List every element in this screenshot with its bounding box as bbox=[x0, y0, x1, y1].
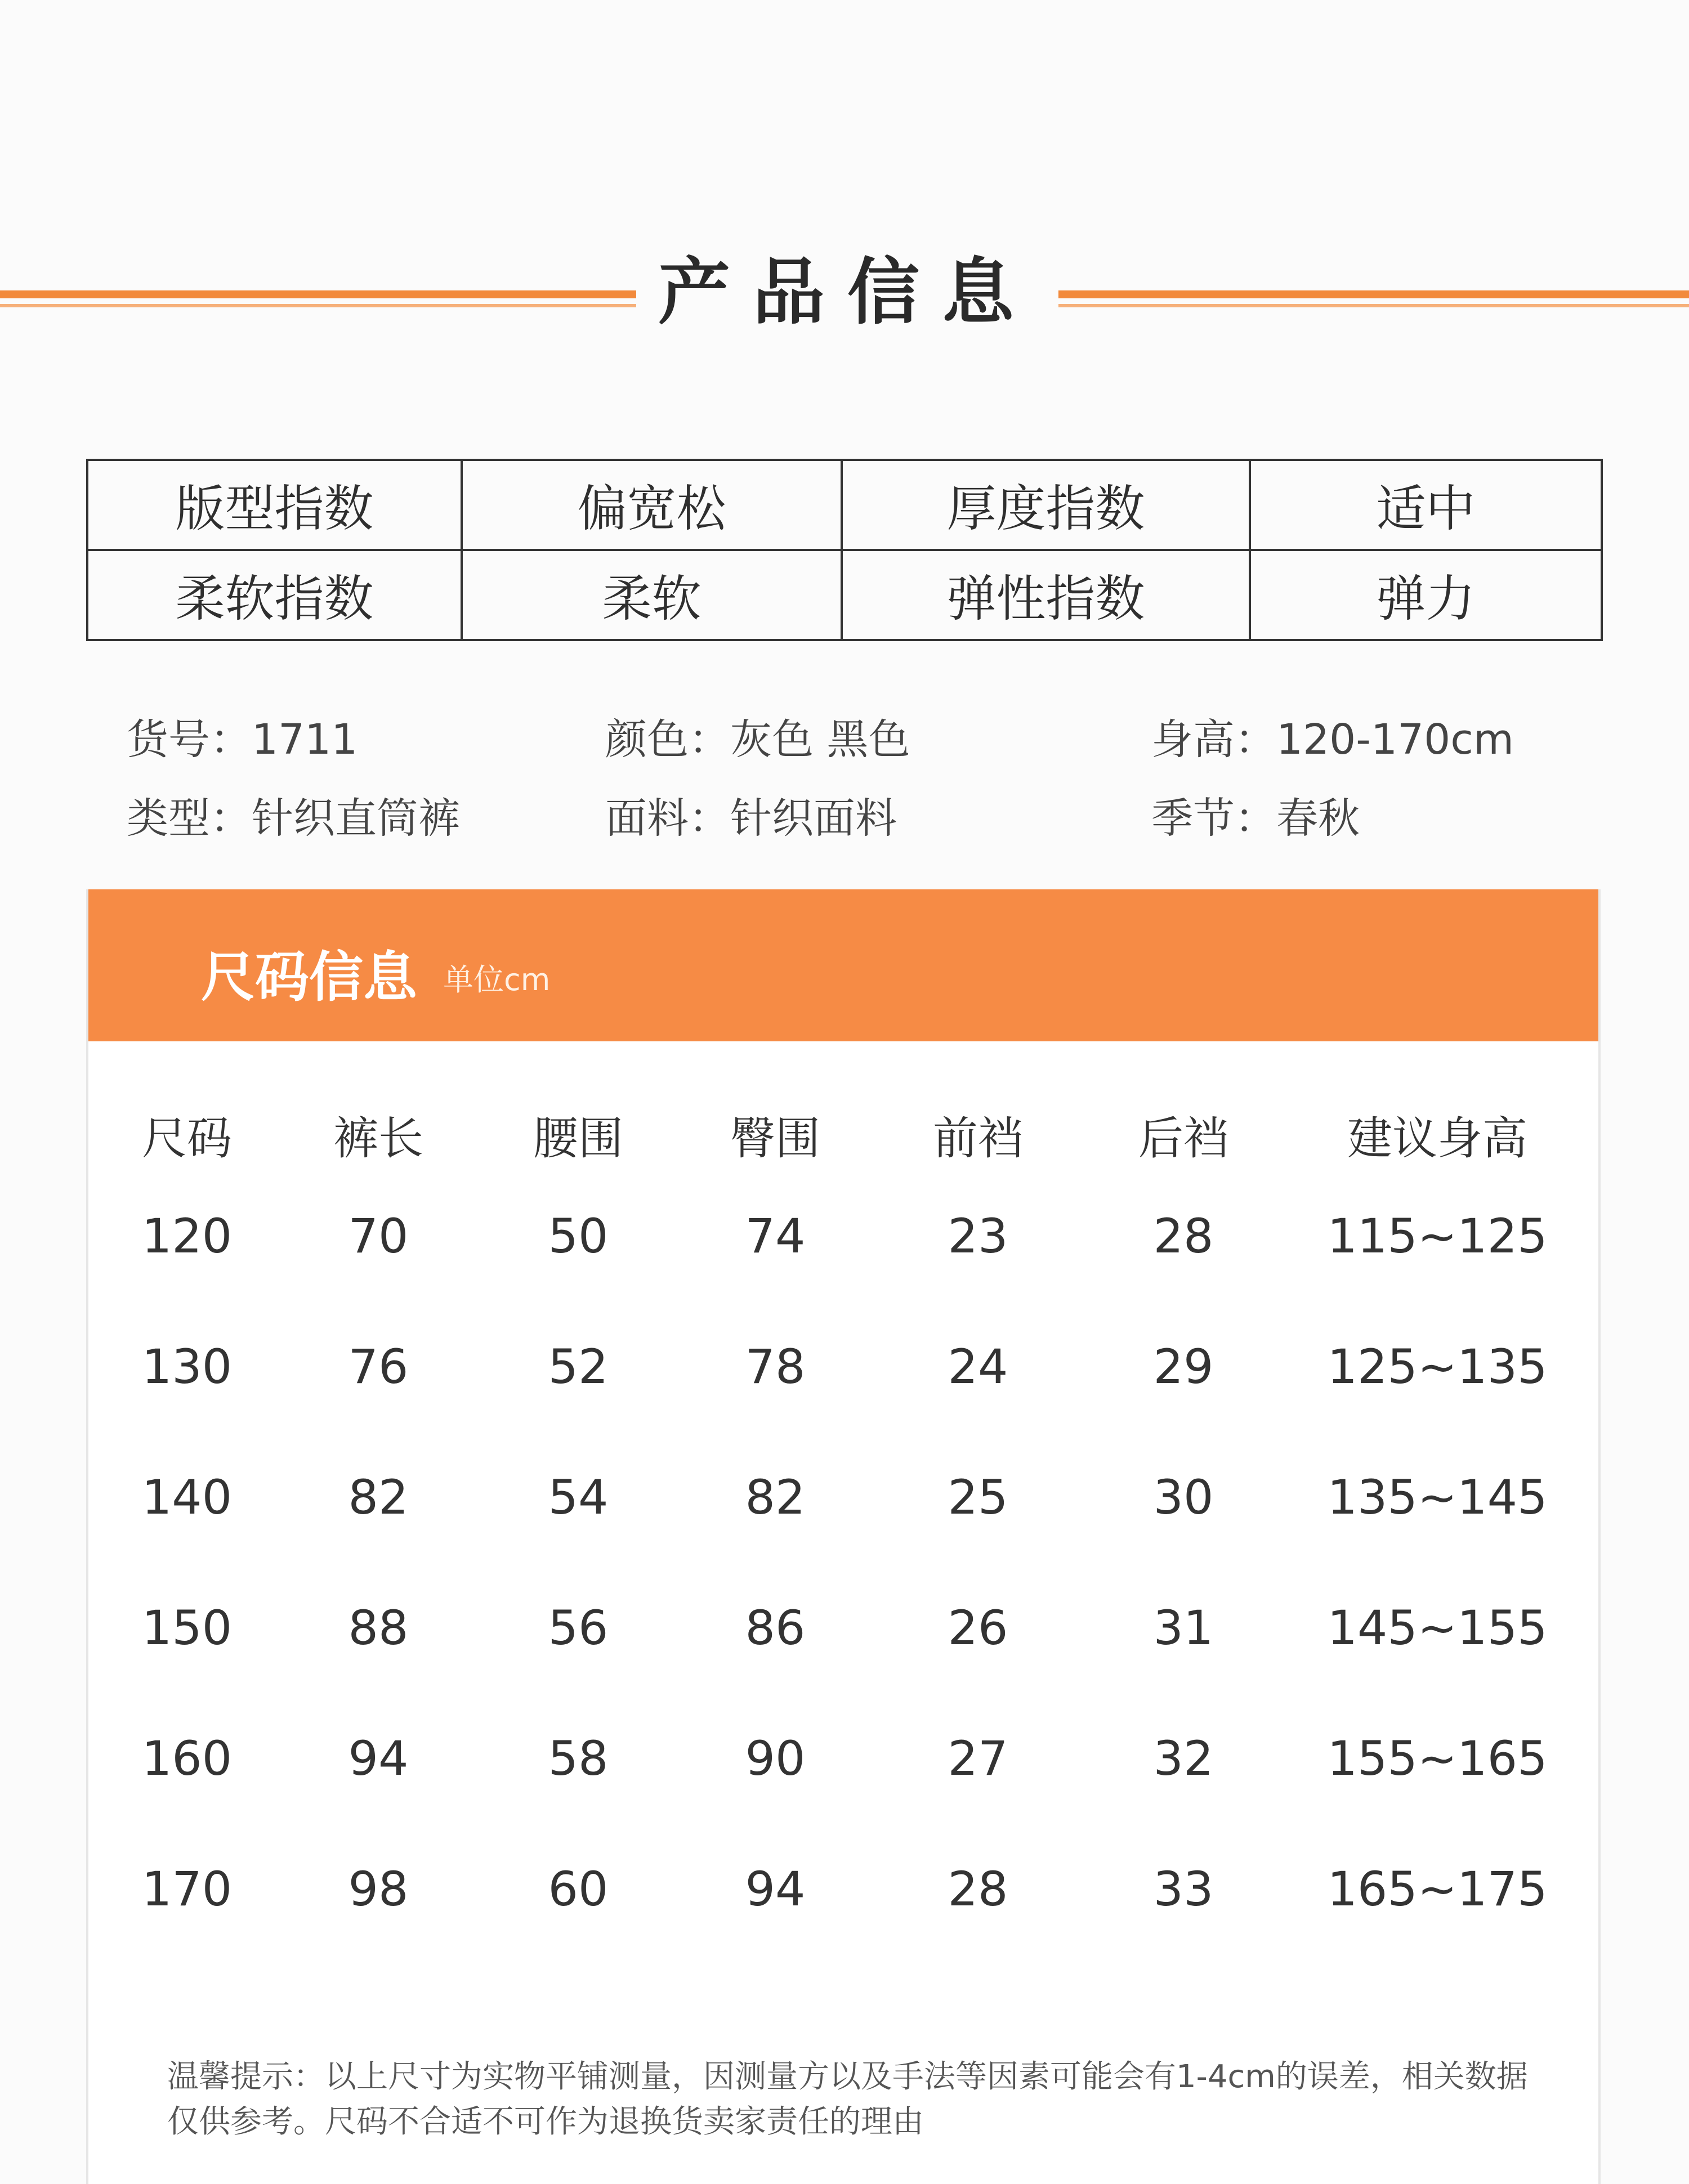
attribute-value: 偏宽松 bbox=[462, 460, 842, 550]
table-cell: 170 bbox=[141, 1861, 233, 1917]
table-cell: 88 bbox=[348, 1600, 409, 1655]
table-cell: 94 bbox=[348, 1731, 409, 1786]
table-cell: 58 bbox=[548, 1731, 609, 1786]
attribute-row bbox=[87, 460, 1602, 550]
table-cell: 94 bbox=[745, 1861, 806, 1917]
size-info-card bbox=[86, 889, 1601, 2184]
info-fabric: 面料：针织面料 bbox=[605, 794, 897, 843]
table-cell: 29 bbox=[1153, 1339, 1214, 1394]
attribute-value: 弹力 bbox=[1250, 550, 1602, 640]
title-divider-right-shadow bbox=[1058, 304, 1689, 307]
table-cell: 120 bbox=[141, 1209, 233, 1264]
column-header: 建议身高 bbox=[1347, 1112, 1527, 1165]
size-table-header-row bbox=[88, 1098, 1598, 1171]
column-header: 尺码 bbox=[142, 1112, 232, 1165]
table-cell: 82 bbox=[745, 1470, 806, 1525]
attribute-label: 版型指数 bbox=[87, 460, 462, 550]
title-divider-right bbox=[1058, 290, 1689, 298]
attribute-label: 弹性指数 bbox=[842, 550, 1250, 640]
info-type: 类型：针织直筒裤 bbox=[127, 794, 460, 843]
table-row bbox=[88, 1432, 1598, 1563]
table-cell: 70 bbox=[348, 1209, 409, 1264]
column-header: 裤长 bbox=[333, 1112, 423, 1165]
attribute-label: 柔软指数 bbox=[87, 550, 462, 640]
column-header: 腰围 bbox=[533, 1112, 623, 1165]
table-cell: 56 bbox=[548, 1600, 609, 1655]
table-cell: 32 bbox=[1153, 1731, 1214, 1786]
table-cell: 74 bbox=[745, 1209, 806, 1264]
attribute-table bbox=[86, 459, 1603, 641]
size-info-header bbox=[88, 889, 1598, 1041]
table-cell: 82 bbox=[348, 1470, 409, 1525]
table-cell: 155~165 bbox=[1327, 1731, 1548, 1786]
table-cell: 26 bbox=[948, 1600, 1008, 1655]
table-cell: 52 bbox=[548, 1339, 609, 1394]
title-divider-left-shadow bbox=[0, 304, 636, 307]
table-cell: 76 bbox=[348, 1339, 409, 1394]
info-item-no: 货号：1711 bbox=[127, 715, 358, 764]
table-cell: 54 bbox=[548, 1470, 609, 1525]
size-info-title: 尺码信息 bbox=[201, 946, 417, 1009]
table-cell: 33 bbox=[1153, 1861, 1214, 1917]
table-row bbox=[88, 1563, 1598, 1693]
table-cell: 28 bbox=[1153, 1209, 1214, 1264]
table-cell: 165~175 bbox=[1327, 1861, 1548, 1917]
table-cell: 25 bbox=[948, 1470, 1008, 1525]
info-season: 季节：春秋 bbox=[1151, 794, 1360, 843]
table-cell: 160 bbox=[141, 1731, 233, 1786]
table-cell: 150 bbox=[141, 1600, 233, 1655]
attribute-label: 厚度指数 bbox=[842, 460, 1250, 550]
table-cell: 24 bbox=[948, 1339, 1008, 1394]
table-cell: 86 bbox=[745, 1600, 806, 1655]
info-height: 身高：120-170cm bbox=[1151, 715, 1514, 764]
table-row bbox=[88, 1301, 1598, 1432]
table-row bbox=[88, 1171, 1598, 1301]
table-cell: 27 bbox=[948, 1731, 1008, 1786]
title-divider-left bbox=[0, 290, 636, 298]
column-header: 前裆 bbox=[933, 1112, 1023, 1165]
table-cell: 98 bbox=[348, 1861, 409, 1917]
table-cell: 23 bbox=[948, 1209, 1008, 1264]
table-cell: 30 bbox=[1153, 1470, 1214, 1525]
table-cell: 145~155 bbox=[1327, 1600, 1548, 1655]
table-cell: 31 bbox=[1153, 1600, 1214, 1655]
table-cell: 60 bbox=[548, 1861, 609, 1917]
table-cell: 140 bbox=[141, 1470, 233, 1525]
info-color: 颜色：灰色 黑色 bbox=[605, 715, 910, 764]
size-info-unit: 单位cm bbox=[443, 962, 551, 997]
attribute-value: 柔软 bbox=[462, 550, 842, 640]
table-cell: 130 bbox=[141, 1339, 233, 1394]
size-table bbox=[88, 1098, 1598, 1954]
section-title: 产品信息 bbox=[658, 250, 1036, 334]
table-cell: 50 bbox=[548, 1209, 609, 1264]
table-cell: 90 bbox=[745, 1731, 806, 1786]
attribute-value: 适中 bbox=[1250, 460, 1602, 550]
table-cell: 135~145 bbox=[1327, 1470, 1548, 1525]
table-cell: 28 bbox=[948, 1861, 1008, 1917]
table-cell: 78 bbox=[745, 1339, 806, 1394]
table-row bbox=[88, 1824, 1598, 1954]
attribute-row bbox=[87, 550, 1602, 640]
column-header: 臀围 bbox=[730, 1112, 820, 1165]
table-cell: 125~135 bbox=[1327, 1339, 1548, 1394]
table-cell: 115~125 bbox=[1327, 1209, 1548, 1264]
table-row bbox=[88, 1693, 1598, 1824]
column-header: 后裆 bbox=[1138, 1112, 1228, 1165]
size-note: 温馨提示：以上尺寸为实物平铺测量，因测量方以及手法等因素可能会有1-4cm的误差，相关数据仅供参考。尺码不合适不可作为退换货卖家责任的理由 bbox=[167, 2058, 1528, 2140]
